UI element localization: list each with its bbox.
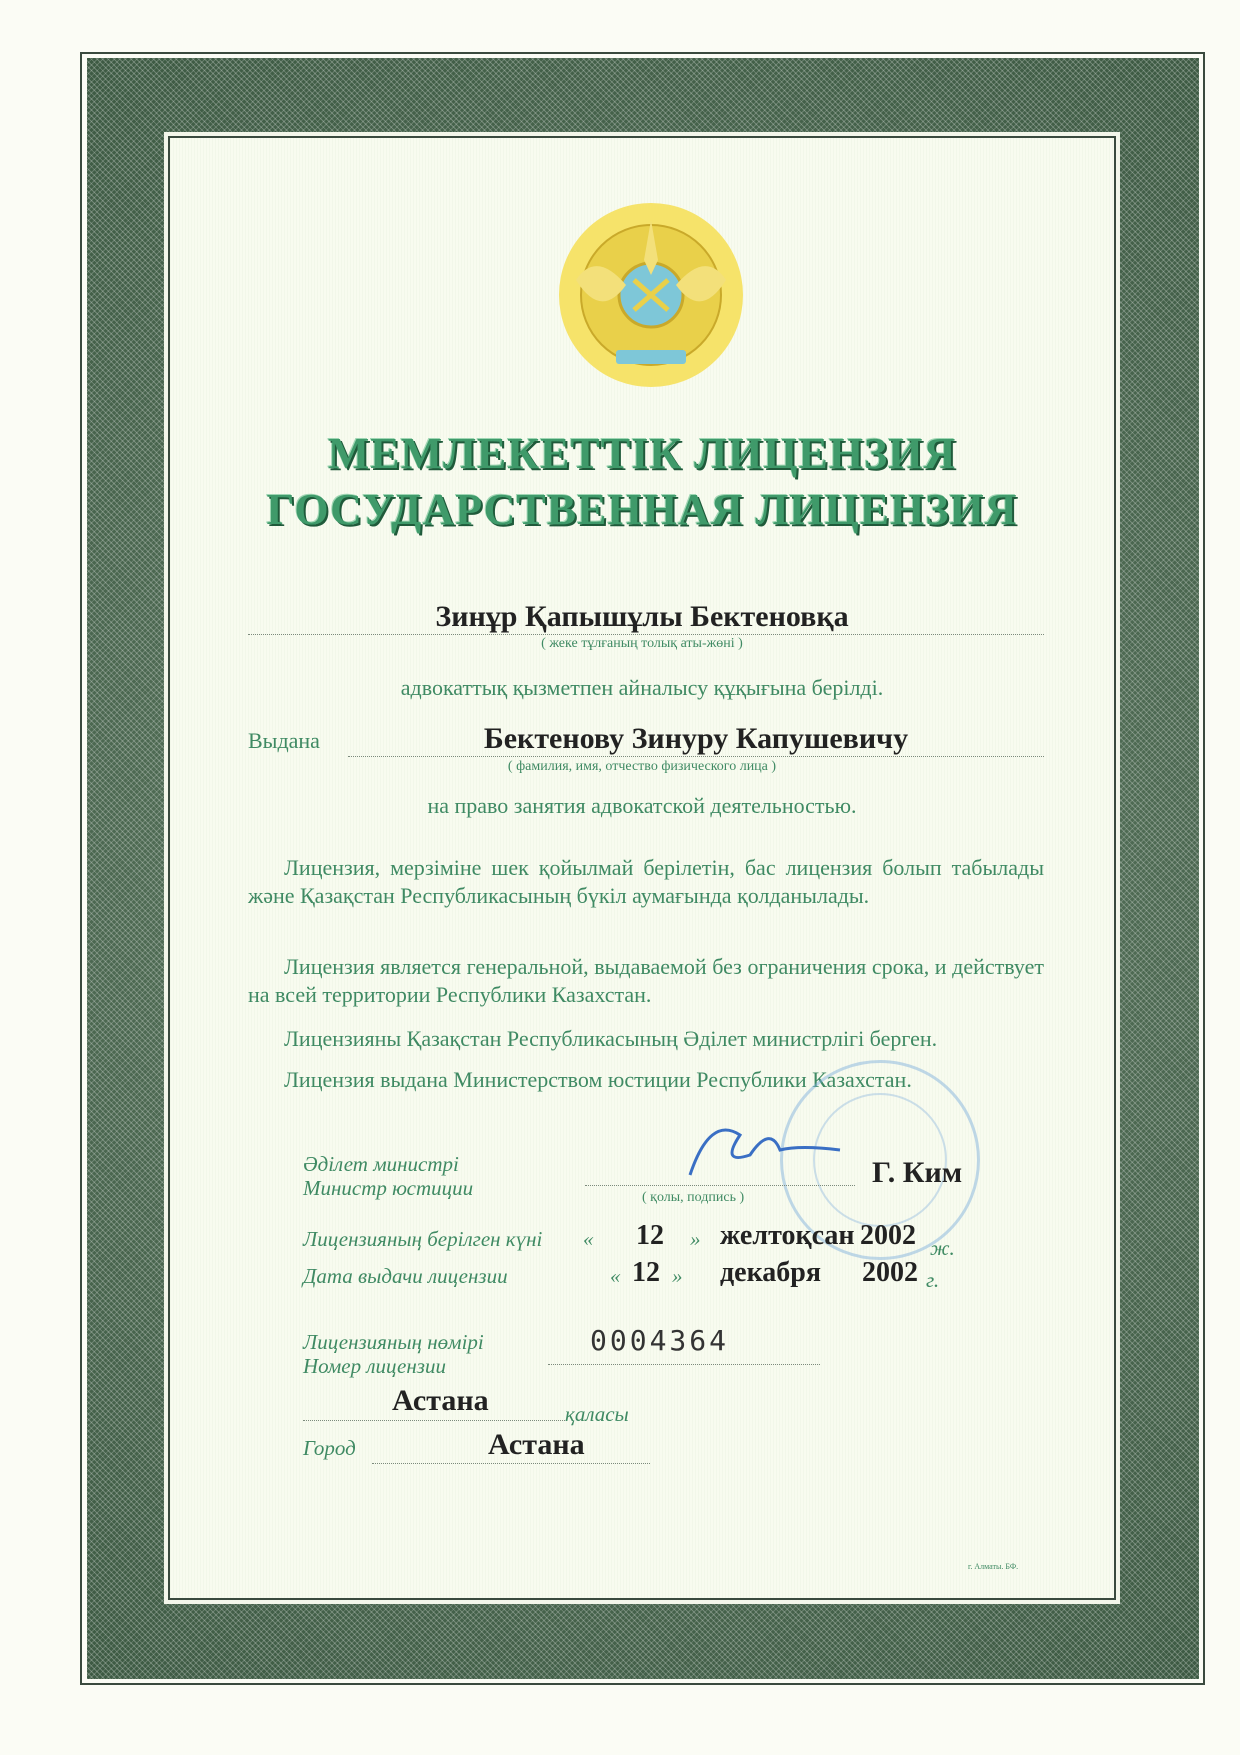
minister-label-ru: Министр юстиции: [303, 1176, 474, 1200]
city-kz: Астана: [392, 1384, 489, 1417]
holder-name-kz: Зинұр Қапышұлы Бектеновқа: [435, 600, 849, 633]
minister-label-kz: Әділет министрі: [303, 1152, 459, 1176]
year-suffix-kz: ж.: [930, 1236, 955, 1260]
date-month-kz: желтоқсан: [720, 1220, 855, 1251]
title-kz: МЕМЛЕКЕТТІК ЛИЦЕНЗИЯ: [327, 429, 957, 478]
holder-caption-kz: ( жеке тұлғаның толық аты-жөні ): [541, 636, 743, 651]
signature-caption: ( қолы, подпись ): [642, 1190, 745, 1205]
quote-close: »: [690, 1227, 701, 1251]
signature-icon: [680, 1105, 850, 1185]
quote-close-ru: »: [672, 1264, 683, 1288]
date-label-ru: Дата выдачи лицензии: [303, 1264, 508, 1288]
paragraph-2: Лицензия является генеральной, выдаваемой без ограничения срока, и действует на всей территории Республики Казахстан.: [248, 954, 1044, 1007]
name-ru-line: [348, 756, 1044, 757]
date-day-kz: 12: [636, 1220, 664, 1251]
license-number: 0004364: [590, 1324, 730, 1357]
quote-open: «: [583, 1227, 594, 1251]
state-emblem-icon: [556, 200, 746, 390]
paragraph-1: Лицензия, мерзіміне шек қойылмай берілетін, бас лицензия болып табылады және Қазақстан Республикасының бүкіл аумағында қолданылады.: [248, 855, 1044, 908]
date-year-kz: 2002: [860, 1220, 916, 1251]
signer-name: Г. Ким: [872, 1156, 963, 1189]
signature-line: [585, 1185, 855, 1186]
purpose-kz: адвокаттық қызметпен айналысу құқығына берілді.: [400, 675, 884, 700]
year-suffix-ru: г.: [926, 1268, 940, 1292]
date-year-ru: 2002: [862, 1257, 918, 1288]
name-kz-line: [248, 634, 1044, 635]
city-kz-line: [303, 1420, 565, 1421]
purpose-ru: на право занятия адвокатской деятельностью.: [427, 793, 857, 818]
city-suffix-kz: қаласы: [565, 1402, 629, 1426]
date-month-ru: декабря: [720, 1257, 822, 1288]
number-label-kz: Лицензияның нөмірі: [303, 1330, 484, 1354]
printer-note: г. Алматы. БФ.: [968, 1562, 1019, 1571]
date-day-ru: 12: [632, 1257, 660, 1288]
holder-name-ru: Бектенову Зинуру Капушевичу: [483, 722, 909, 755]
number-label-ru: Номер лицензии: [303, 1354, 446, 1378]
title-ru: ГОСУДАРСТВЕННАЯ ЛИЦЕНЗИЯ: [266, 485, 1018, 534]
number-line: [548, 1364, 820, 1365]
city-label-ru: Город: [303, 1436, 356, 1460]
issued-label: Выдана: [248, 728, 320, 753]
holder-caption-ru: ( фамилия, имя, отчество физического лица ): [507, 759, 777, 774]
city-ru-line: [372, 1463, 650, 1464]
city-ru: Астана: [488, 1428, 585, 1461]
paragraph-3: Лицензияны Қазақстан Республикасының Әділет министрлігі берген.: [284, 1026, 938, 1051]
date-label-kz: Лицензияның берілген күні: [303, 1227, 543, 1251]
quote-open-ru: «: [610, 1264, 621, 1288]
paragraph-4: Лицензия выдана Министерством юстиции Республики Казахстан.: [284, 1067, 912, 1092]
